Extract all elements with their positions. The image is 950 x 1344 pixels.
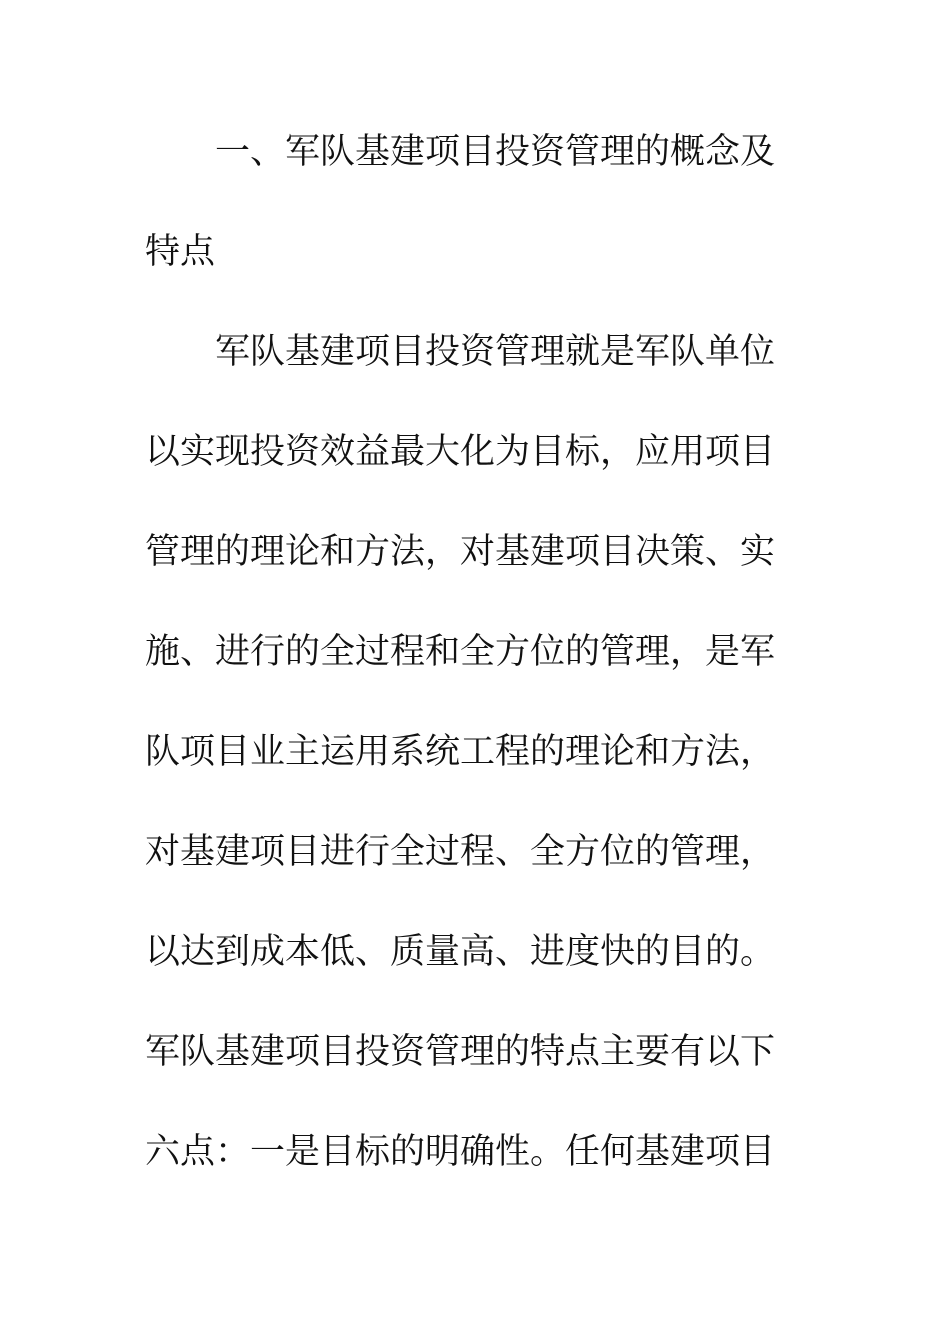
paragraph-line: 对基建项目进行全过程、全方位的管理， xyxy=(145,832,776,872)
section-heading-line-2: 特点 xyxy=(145,232,216,272)
paragraph-line: 施、进行的全过程和全方位的管理，是军 xyxy=(145,632,776,672)
paragraph-line: 以实现投资效益最大化为目标，应用项目 xyxy=(145,432,776,472)
paragraph-line: 以达到成本低、质量高、进度快的目的。 xyxy=(145,932,776,972)
section-heading-line-1: 一、军队基建项目投资管理的概念及 xyxy=(215,132,776,172)
paragraph-line: 六点：一是目标的明确性。任何基建项目 xyxy=(145,1132,776,1172)
paragraph-line: 军队基建项目投资管理就是军队单位 xyxy=(215,332,776,372)
paragraph-line: 队项目业主运用系统工程的理论和方法， xyxy=(145,732,776,772)
paragraph-line: 管理的理论和方法，对基建项目决策、实 xyxy=(145,532,776,572)
paragraph-line: 军队基建项目投资管理的特点主要有以下 xyxy=(145,1032,776,1072)
